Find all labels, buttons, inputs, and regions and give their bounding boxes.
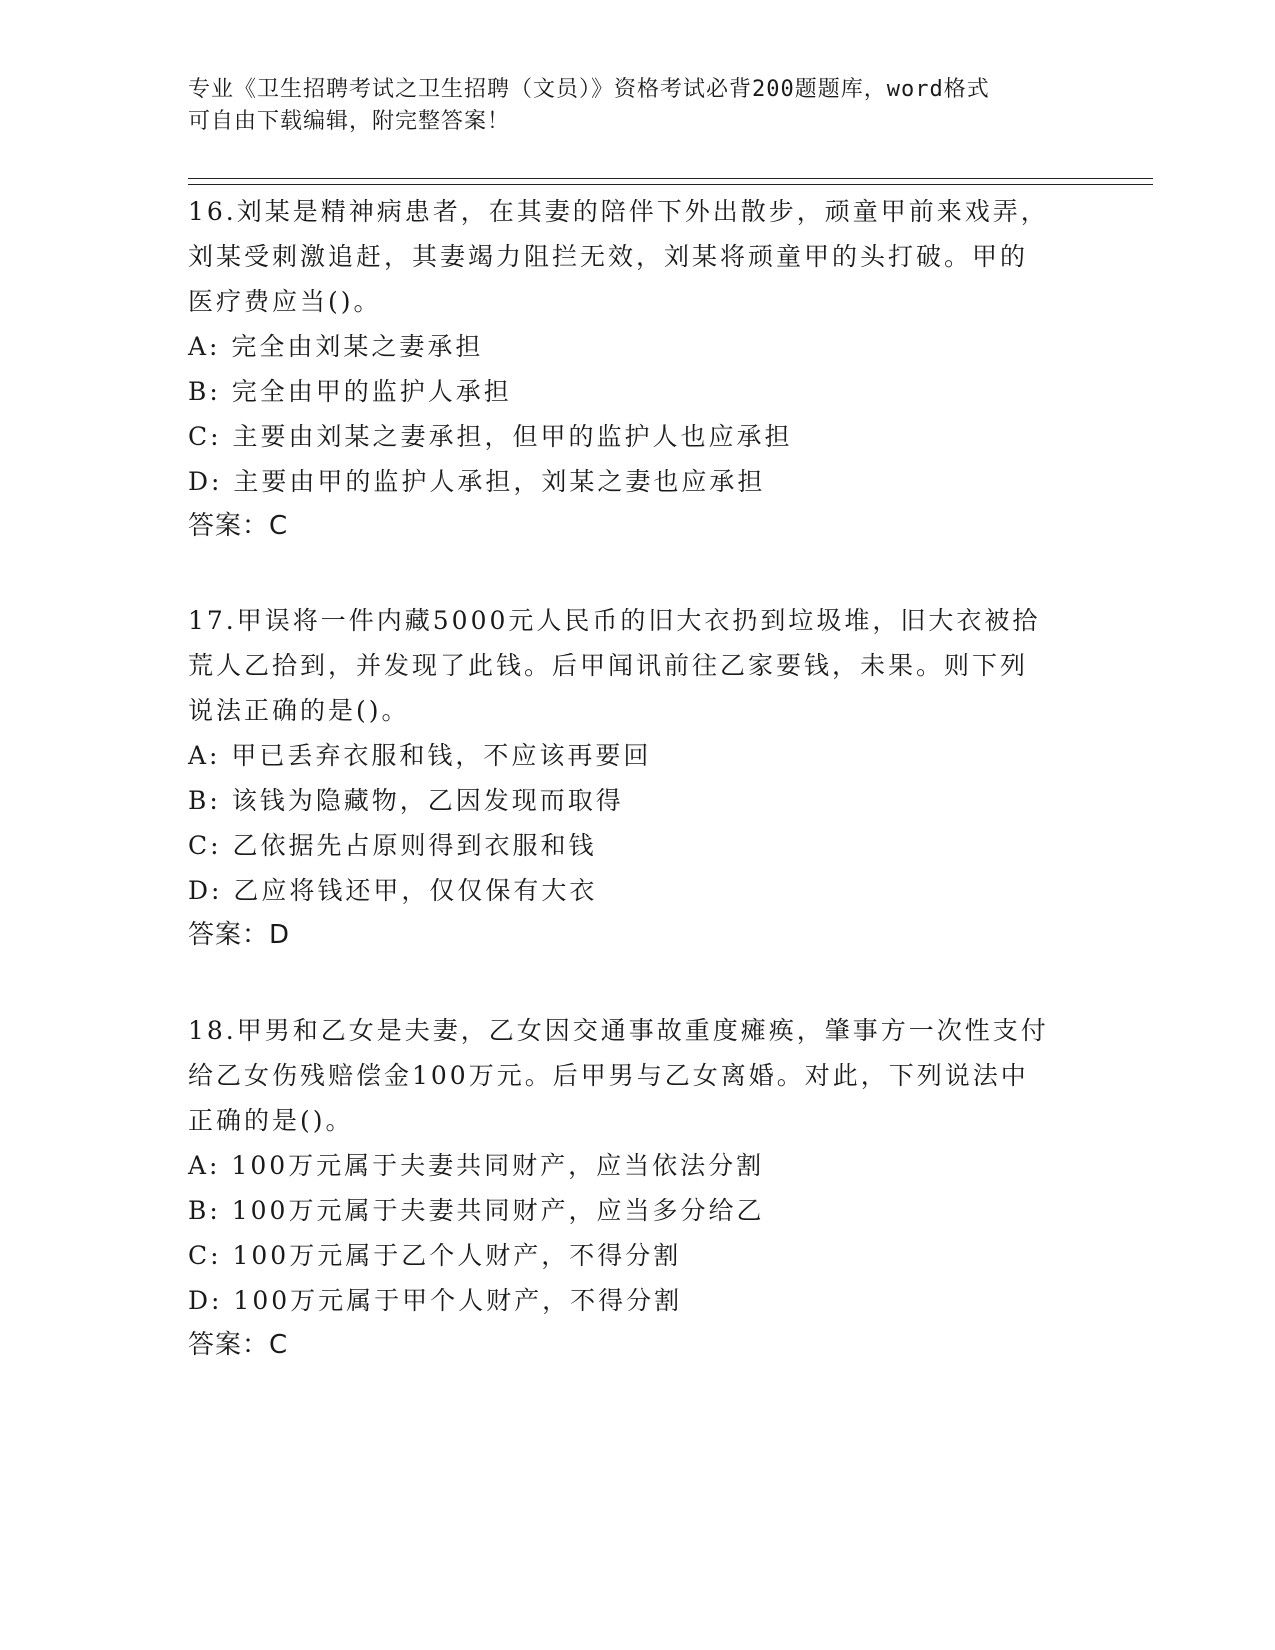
question-stem (188, 189, 1088, 324)
question-stem-line: 刘某受刺激追赶，其妻竭力阻拦无效，刘某将顽童甲的头打破。甲的 (188, 242, 1029, 271)
header-line-2: 可自由下载编辑，附完整答案！ (188, 109, 511, 134)
answer-label: 答案：C (188, 511, 289, 541)
option-a: A: 甲已丢弃衣服和钱，不应该再要回 (188, 741, 652, 770)
question-17 (188, 598, 1088, 958)
question-stem-line: 16.刘某是精神病患者，在其妻的陪伴下外出散步，顽童甲前来戏弄， (188, 197, 1049, 226)
question-stem (188, 598, 1088, 733)
option-a: A: 100万元属于夫妻共同财产，应当依法分割 (188, 1151, 765, 1180)
option-d: D: 主要由甲的监护人承担，刘某之妻也应承担 (188, 467, 766, 496)
option-c: C: 主要由刘某之妻承担，但甲的监护人也应承担 (188, 422, 793, 451)
document-header (188, 74, 1068, 138)
question-stem-line: 给乙女伤残赔偿金100万元。后甲男与乙女离婚。对此，下列说法中 (188, 1061, 1029, 1090)
header-line-1: 专业《卫生招聘考试之卫生招聘（文员）》资格考试必背200题题库，word格式 (188, 77, 990, 102)
question-stem-line: 正确的是()。 (188, 1106, 354, 1135)
question-16 (188, 189, 1088, 549)
question-stem (188, 1008, 1088, 1143)
answer-label: 答案：D (188, 920, 291, 950)
question-stem-line: 18.甲男和乙女是夫妻，乙女因交通事故重度瘫痪，肇事方一次性支付 (188, 1016, 1049, 1045)
question-stem-line: 17.甲误将一件内藏5000元人民币的旧大衣扔到垃圾堆，旧大衣被拾 (188, 606, 1041, 635)
option-d: D: 乙应将钱还甲，仅仅保有大衣 (188, 876, 598, 905)
option-c: C: 100万元属于乙个人财产，不得分割 (188, 1241, 682, 1270)
question-18 (188, 1008, 1088, 1368)
question-stem-line: 说法正确的是()。 (188, 696, 410, 725)
option-d: D: 100万元属于甲个人财产，不得分割 (188, 1286, 683, 1315)
option-b: B: 完全由甲的监护人承担 (188, 377, 512, 406)
option-c: C: 乙依据先占原则得到衣服和钱 (188, 831, 597, 860)
header-divider-bottom (188, 184, 1153, 185)
answer-label: 答案：C (188, 1330, 289, 1360)
option-b: B: 该钱为隐藏物，乙因发现而取得 (188, 786, 624, 815)
option-b: B: 100万元属于夫妻共同财产，应当多分给乙 (188, 1196, 765, 1225)
question-stem-line: 医疗费应当()。 (188, 287, 382, 316)
question-stem-line: 荒人乙拾到，并发现了此钱。后甲闻讯前往乙家要钱，未果。则下列 (188, 651, 1029, 680)
option-a: A: 完全由刘某之妻承担 (188, 332, 484, 361)
header-divider-top (188, 178, 1153, 179)
